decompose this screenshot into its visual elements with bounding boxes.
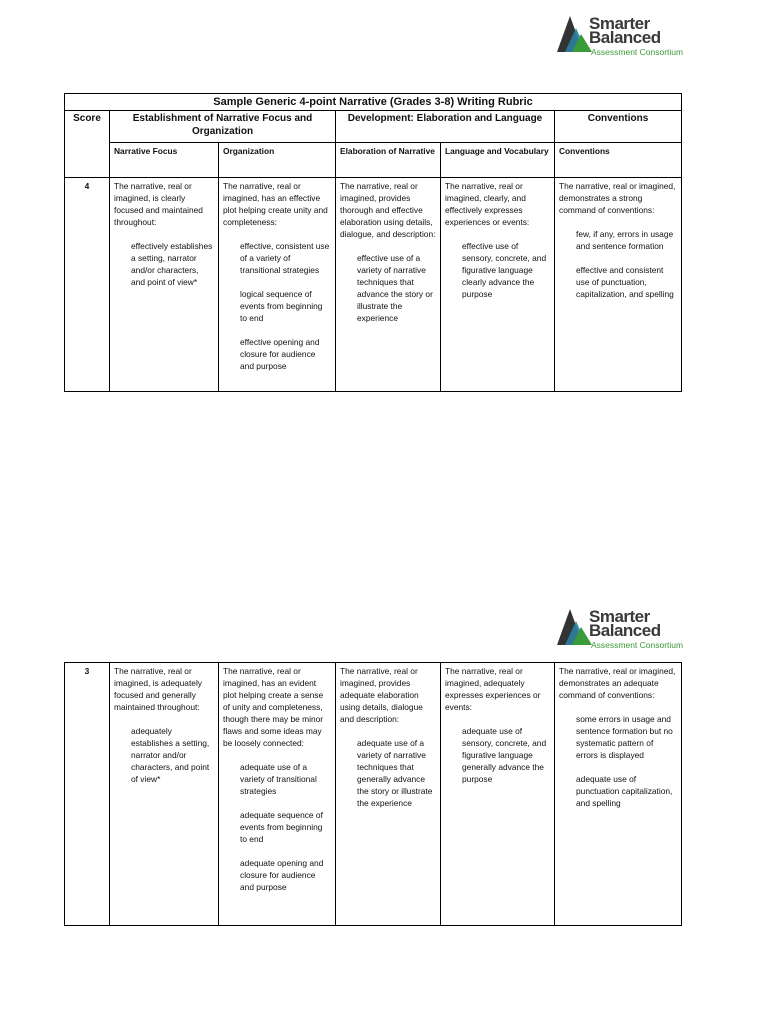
cell-point: adequate sequence of events from beginning to end — [240, 810, 323, 844]
score-4-value: 4 — [65, 178, 110, 392]
cell-point: logical sequence of events from beginning to end — [240, 289, 323, 323]
subheader-narrative-focus: Narrative Focus — [110, 143, 219, 178]
cell-intro: The narrative, real or imagined, clearly, and effectively expresses experiences or events: — [445, 181, 530, 227]
cell-point: adequate opening and closure for audience and purpose — [240, 858, 324, 892]
subheader-organization: Organization — [219, 143, 336, 178]
logo-word-smarter: Smarter — [589, 607, 650, 626]
score-3-value: 3 — [65, 663, 110, 926]
cell-point: effective use of a variety of narrative techniques that advance the story or illustrate the experience — [357, 253, 433, 323]
header-score: Score — [65, 111, 110, 178]
cell-point: effective and consistent use of punctuation, capitalization, and spelling — [576, 265, 674, 299]
cell-point: effective, consistent use of a variety of transitional strategies — [240, 241, 330, 275]
cell-point: effective use of sensory, concrete, and figurative language clearly advance the purpose — [462, 241, 547, 299]
header-conventions: Conventions — [555, 111, 682, 143]
cell-point: some errors in usage and sentence formation but no systematic pattern of errors is displayed — [576, 714, 673, 760]
score-4-conventions-cell — [555, 178, 682, 392]
rubric-title: Sample Generic 4-point Narrative (Grades 3-8) Writing Rubric — [65, 94, 682, 111]
logo-word-smarter: Smarter — [589, 14, 650, 33]
cell-point: few, if any, errors in usage and sentence formation — [576, 229, 674, 251]
cell-point: adequately establishes a setting, narrator and/or characters, and point of view* — [131, 726, 210, 784]
score-4-elaboration-cell — [336, 178, 441, 392]
cell-intro: The narrative, real or imagined, demonstrates a strong command of conventions: — [559, 181, 676, 215]
cell-point: adequate use of a variety of narrative techniques that generally advance the story or illustrate the experience — [357, 738, 433, 808]
smarter-balanced-logo — [556, 14, 684, 58]
subheader-language: Language and Vocabulary — [441, 143, 555, 178]
cell-point: effectively establishes a setting, narrator and/or characters, and point of view* — [131, 241, 213, 287]
header-development: Development: Elaboration and Language — [336, 111, 555, 143]
rubric-table-page1 — [64, 93, 682, 392]
logo-tagline: Assessment Consortium — [591, 47, 684, 57]
cell-intro: The narrative, real or imagined, is clearly focused and maintained throughout: — [114, 181, 203, 227]
logo-word-balanced: Balanced — [589, 28, 661, 47]
rubric-table-page2 — [64, 662, 682, 926]
cell-intro: The narrative, real or imagined, provides adequate elaboration using details, dialogue and description: — [340, 666, 423, 724]
subheader-elaboration: Elaboration of Narrative — [336, 143, 441, 178]
score-4-organization-cell — [219, 178, 336, 392]
cell-intro: The narrative, real or imagined, has an evident plot helping create a sense of unity and completeness, though there may be minor flaws and some ideas may be loosely connected: — [223, 666, 324, 748]
cell-intro: The narrative, real or imagined, adequately expresses experiences or events: — [445, 666, 541, 712]
header-establishment: Establishment of Narrative Focus and Organization — [110, 111, 336, 143]
cell-point: adequate use of a variety of transitional strategies — [240, 762, 317, 796]
score-4-row — [65, 178, 682, 392]
score-3-row — [65, 663, 682, 926]
score-3-organization-cell — [219, 663, 336, 926]
smarter-balanced-logo — [556, 607, 684, 651]
score-3-language-cell — [441, 663, 555, 926]
rubric-title-row — [65, 94, 682, 111]
cell-intro: The narrative, real or imagined, demonstrates an adequate command of conventions: — [559, 666, 676, 700]
subheader-row — [65, 143, 682, 178]
cell-point: adequate use of punctuation capitalization, and spelling — [576, 774, 673, 808]
cell-point: adequate use of sensory, concrete, and figurative language generally advance the purpose — [462, 726, 547, 784]
logo-tagline: Assessment Consortium — [591, 640, 684, 650]
logo-word-balanced: Balanced — [589, 621, 661, 640]
score-3-focus-cell — [110, 663, 219, 926]
score-4-language-cell — [441, 178, 555, 392]
header-row — [65, 111, 682, 143]
score-3-elaboration-cell — [336, 663, 441, 926]
subheader-conventions: Conventions — [555, 143, 682, 178]
cell-intro: The narrative, real or imagined, provides thorough and effective elaboration using details, dialogue, and description: — [340, 181, 436, 239]
score-3-conventions-cell — [555, 663, 682, 926]
cell-intro: The narrative, real or imagined, has an effective plot helping create unity and completeness: — [223, 181, 328, 227]
score-4-focus-cell — [110, 178, 219, 392]
cell-point: effective opening and closure for audience and purpose — [240, 337, 320, 371]
cell-intro: The narrative, real or imagined, is adequately focused and generally maintained throughout: — [114, 666, 202, 712]
